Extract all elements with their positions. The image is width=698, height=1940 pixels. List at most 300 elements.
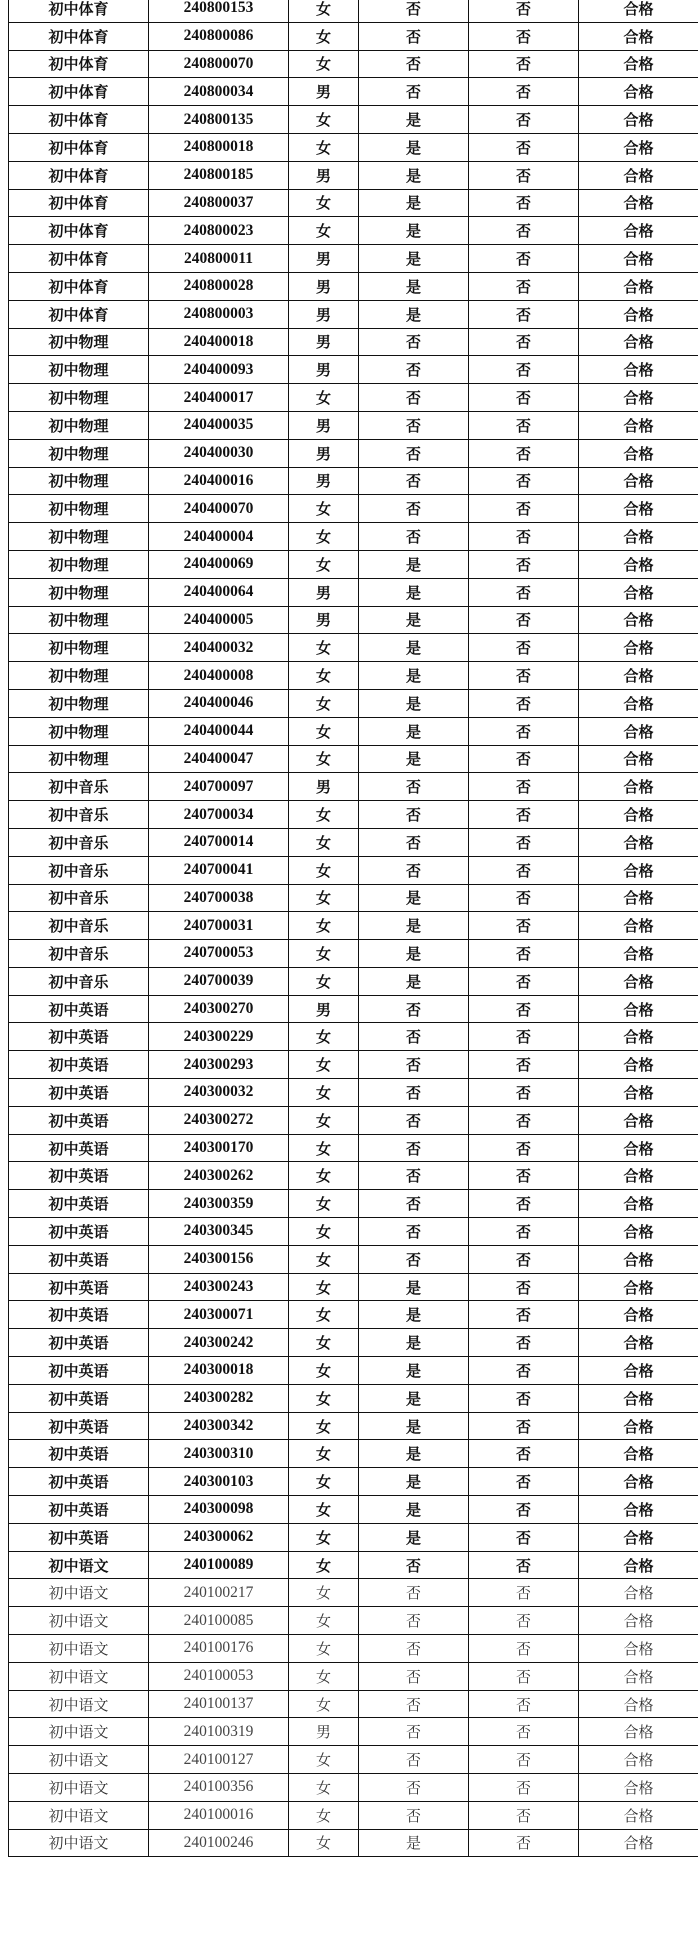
result-cell: 合格: [579, 1245, 698, 1273]
table-row: [9, 523, 698, 551]
candidate-id-cell: 240300310: [149, 1440, 289, 1468]
subject-cell: 初中物理: [9, 356, 149, 384]
flag-a-cell: 否: [359, 1190, 469, 1218]
subject-cell: 初中物理: [9, 578, 149, 606]
result-cell: 合格: [579, 495, 698, 523]
gender-cell: 女: [289, 940, 359, 968]
flag-b-cell: 否: [469, 189, 579, 217]
subject-cell: 初中语文: [9, 1607, 149, 1635]
flag-a-cell: 否: [359, 356, 469, 384]
table-row: [9, 1440, 698, 1468]
table-row: [9, 495, 698, 523]
table-row: [9, 912, 698, 940]
flag-b-cell: 否: [469, 328, 579, 356]
result-cell: 合格: [579, 1662, 698, 1690]
gender-cell: 男: [289, 356, 359, 384]
result-cell: 合格: [579, 1134, 698, 1162]
candidate-id-cell: 240400005: [149, 606, 289, 634]
subject-cell: 初中物理: [9, 328, 149, 356]
table-row: [9, 1329, 698, 1357]
candidate-id-cell: 240100246: [149, 1829, 289, 1857]
subject-cell: 初中语文: [9, 1746, 149, 1774]
result-cell: 合格: [579, 1690, 698, 1718]
gender-cell: 女: [289, 1162, 359, 1190]
result-cell: 合格: [579, 1357, 698, 1385]
gender-cell: 女: [289, 884, 359, 912]
candidate-id-cell: 240800034: [149, 78, 289, 106]
subject-cell: 初中体育: [9, 22, 149, 50]
subject-cell: 初中英语: [9, 1023, 149, 1051]
flag-a-cell: 是: [359, 940, 469, 968]
gender-cell: 女: [289, 689, 359, 717]
subject-cell: 初中音乐: [9, 967, 149, 995]
candidate-id-cell: 240400004: [149, 523, 289, 551]
gender-cell: 男: [289, 300, 359, 328]
flag-b-cell: 否: [469, 439, 579, 467]
subject-cell: 初中语文: [9, 1829, 149, 1857]
subject-cell: 初中英语: [9, 1329, 149, 1357]
result-cell: 合格: [579, 1829, 698, 1857]
candidate-id-cell: 240400070: [149, 495, 289, 523]
flag-a-cell: 否: [359, 22, 469, 50]
gender-cell: 男: [289, 578, 359, 606]
result-cell: 合格: [579, 912, 698, 940]
subject-cell: 初中物理: [9, 745, 149, 773]
flag-a-cell: 是: [359, 662, 469, 690]
candidate-id-cell: 240100127: [149, 1746, 289, 1774]
table-row: [9, 1245, 698, 1273]
subject-cell: 初中物理: [9, 467, 149, 495]
gender-cell: 女: [289, 856, 359, 884]
gender-cell: 女: [289, 1662, 359, 1690]
gender-cell: 女: [289, 1273, 359, 1301]
result-cell: 合格: [579, 1190, 698, 1218]
flag-a-cell: 是: [359, 272, 469, 300]
result-cell: 合格: [579, 1384, 698, 1412]
candidate-id-cell: 240300103: [149, 1468, 289, 1496]
subject-cell: 初中物理: [9, 662, 149, 690]
subject-cell: 初中语文: [9, 1579, 149, 1607]
candidate-id-cell: 240300242: [149, 1329, 289, 1357]
table-row: [9, 995, 698, 1023]
flag-a-cell: 是: [359, 717, 469, 745]
gender-cell: 女: [289, 1496, 359, 1524]
flag-a-cell: 否: [359, 1579, 469, 1607]
gender-cell: 女: [289, 1384, 359, 1412]
table-row: [9, 411, 698, 439]
gender-cell: 女: [289, 1106, 359, 1134]
candidate-id-cell: 240800086: [149, 22, 289, 50]
subject-cell: 初中体育: [9, 78, 149, 106]
table-row: [9, 884, 698, 912]
result-cell: 合格: [579, 1023, 698, 1051]
table-row: [9, 967, 698, 995]
flag-b-cell: 否: [469, 1774, 579, 1802]
candidate-id-cell: 240400064: [149, 578, 289, 606]
flag-b-cell: 否: [469, 1301, 579, 1329]
flag-a-cell: 否: [359, 1245, 469, 1273]
subject-cell: 初中英语: [9, 1496, 149, 1524]
candidate-id-cell: 240300071: [149, 1301, 289, 1329]
subject-cell: 初中语文: [9, 1690, 149, 1718]
subject-cell: 初中物理: [9, 689, 149, 717]
result-cell: 合格: [579, 161, 698, 189]
result-cell: 合格: [579, 801, 698, 829]
gender-cell: 女: [289, 828, 359, 856]
flag-b-cell: 否: [469, 1718, 579, 1746]
table-row: [9, 1801, 698, 1829]
gender-cell: 女: [289, 1829, 359, 1857]
flag-b-cell: 否: [469, 1523, 579, 1551]
subject-cell: 初中物理: [9, 384, 149, 412]
subject-cell: 初中英语: [9, 1190, 149, 1218]
flag-b-cell: 否: [469, 884, 579, 912]
gender-cell: 女: [289, 1468, 359, 1496]
candidate-id-cell: 240100089: [149, 1551, 289, 1579]
subject-cell: 初中体育: [9, 217, 149, 245]
gender-cell: 女: [289, 912, 359, 940]
subject-cell: 初中物理: [9, 717, 149, 745]
table-row: [9, 1551, 698, 1579]
candidate-id-cell: 240100356: [149, 1774, 289, 1802]
flag-b-cell: 否: [469, 1496, 579, 1524]
subject-cell: 初中英语: [9, 1301, 149, 1329]
table-row: [9, 217, 698, 245]
gender-cell: 女: [289, 1440, 359, 1468]
subject-cell: 初中体育: [9, 106, 149, 134]
candidate-id-cell: 240300342: [149, 1412, 289, 1440]
candidate-id-cell: 240100085: [149, 1607, 289, 1635]
subject-cell: 初中英语: [9, 1079, 149, 1107]
gender-cell: 女: [289, 22, 359, 50]
result-cell: 合格: [579, 1329, 698, 1357]
table-row: [9, 634, 698, 662]
flag-b-cell: 否: [469, 1746, 579, 1774]
table-row: [9, 1468, 698, 1496]
table-row: [9, 1162, 698, 1190]
flag-a-cell: 是: [359, 550, 469, 578]
flag-a-cell: 否: [359, 328, 469, 356]
subject-cell: 初中英语: [9, 1523, 149, 1551]
candidate-id-cell: 240400047: [149, 745, 289, 773]
table-row: [9, 1829, 698, 1857]
flag-b-cell: 否: [469, 50, 579, 78]
result-cell: 合格: [579, 78, 698, 106]
table-row: [9, 1579, 698, 1607]
flag-b-cell: 否: [469, 217, 579, 245]
candidate-id-cell: 240300098: [149, 1496, 289, 1524]
table-row: [9, 1384, 698, 1412]
result-cell: 合格: [579, 439, 698, 467]
flag-b-cell: 否: [469, 1051, 579, 1079]
table-row: [9, 773, 698, 801]
gender-cell: 女: [289, 1635, 359, 1663]
table-row: [9, 106, 698, 134]
flag-a-cell: 是: [359, 1412, 469, 1440]
table-row: [9, 1079, 698, 1107]
flag-a-cell: 是: [359, 106, 469, 134]
gender-cell: 女: [289, 106, 359, 134]
flag-a-cell: 否: [359, 78, 469, 106]
table-row: [9, 467, 698, 495]
flag-a-cell: 否: [359, 467, 469, 495]
gender-cell: 女: [289, 1551, 359, 1579]
result-cell: 合格: [579, 384, 698, 412]
flag-a-cell: 否: [359, 1106, 469, 1134]
flag-b-cell: 否: [469, 1690, 579, 1718]
flag-a-cell: 否: [359, 1023, 469, 1051]
candidate-id-cell: 240300272: [149, 1106, 289, 1134]
candidate-id-cell: 240300282: [149, 1384, 289, 1412]
table-row: [9, 300, 698, 328]
table-row: [9, 189, 698, 217]
result-cell: 合格: [579, 328, 698, 356]
flag-b-cell: 否: [469, 689, 579, 717]
flag-b-cell: 否: [469, 717, 579, 745]
flag-a-cell: 是: [359, 884, 469, 912]
flag-b-cell: 否: [469, 523, 579, 551]
table-row: [9, 1023, 698, 1051]
candidate-id-cell: 240300229: [149, 1023, 289, 1051]
result-cell: 合格: [579, 1746, 698, 1774]
flag-a-cell: 是: [359, 1829, 469, 1857]
result-cell: 合格: [579, 1468, 698, 1496]
subject-cell: 初中体育: [9, 133, 149, 161]
candidate-id-cell: 240800023: [149, 217, 289, 245]
flag-a-cell: 否: [359, 411, 469, 439]
flag-b-cell: 否: [469, 1190, 579, 1218]
flag-a-cell: 是: [359, 217, 469, 245]
flag-b-cell: 否: [469, 1218, 579, 1246]
result-cell: 合格: [579, 133, 698, 161]
subject-cell: 初中英语: [9, 1357, 149, 1385]
subject-cell: 初中语文: [9, 1801, 149, 1829]
candidate-id-cell: 240400035: [149, 411, 289, 439]
flag-a-cell: 否: [359, 1607, 469, 1635]
flag-a-cell: 是: [359, 189, 469, 217]
result-cell: 合格: [579, 884, 698, 912]
result-cell: 合格: [579, 0, 698, 22]
candidate-id-cell: 240700034: [149, 801, 289, 829]
result-cell: 合格: [579, 940, 698, 968]
gender-cell: 女: [289, 550, 359, 578]
gender-cell: 女: [289, 1329, 359, 1357]
candidate-id-cell: 240700053: [149, 940, 289, 968]
flag-b-cell: 否: [469, 1829, 579, 1857]
flag-b-cell: 否: [469, 495, 579, 523]
flag-b-cell: 否: [469, 940, 579, 968]
candidate-id-cell: 240800003: [149, 300, 289, 328]
result-cell: 合格: [579, 50, 698, 78]
table-row: [9, 1496, 698, 1524]
candidate-id-cell: 240300359: [149, 1190, 289, 1218]
candidate-id-cell: 240800018: [149, 133, 289, 161]
flag-b-cell: 否: [469, 801, 579, 829]
gender-cell: 女: [289, 1746, 359, 1774]
result-cell: 合格: [579, 272, 698, 300]
flag-b-cell: 否: [469, 578, 579, 606]
result-cell: 合格: [579, 606, 698, 634]
flag-a-cell: 否: [359, 523, 469, 551]
flag-a-cell: 是: [359, 1523, 469, 1551]
subject-cell: 初中音乐: [9, 856, 149, 884]
table-row: [9, 717, 698, 745]
table-row: [9, 1357, 698, 1385]
candidate-id-cell: 240700097: [149, 773, 289, 801]
table-row: [9, 384, 698, 412]
subject-cell: 初中体育: [9, 50, 149, 78]
flag-a-cell: 否: [359, 1662, 469, 1690]
flag-b-cell: 否: [469, 967, 579, 995]
flag-b-cell: 否: [469, 995, 579, 1023]
flag-b-cell: 否: [469, 356, 579, 384]
gender-cell: 女: [289, 1523, 359, 1551]
flag-a-cell: 是: [359, 1440, 469, 1468]
flag-b-cell: 否: [469, 634, 579, 662]
subject-cell: 初中体育: [9, 0, 149, 22]
flag-a-cell: 否: [359, 1218, 469, 1246]
gender-cell: 女: [289, 495, 359, 523]
result-cell: 合格: [579, 1079, 698, 1107]
gender-cell: 男: [289, 161, 359, 189]
result-cell: 合格: [579, 189, 698, 217]
gender-cell: 女: [289, 1690, 359, 1718]
subject-cell: 初中英语: [9, 1384, 149, 1412]
flag-b-cell: 否: [469, 606, 579, 634]
table-row: [9, 745, 698, 773]
flag-b-cell: 否: [469, 550, 579, 578]
flag-a-cell: 是: [359, 1384, 469, 1412]
table-row: [9, 1301, 698, 1329]
candidate-id-cell: 240400017: [149, 384, 289, 412]
gender-cell: 女: [289, 1079, 359, 1107]
candidate-id-cell: 240300345: [149, 1218, 289, 1246]
candidate-id-cell: 240700038: [149, 884, 289, 912]
flag-a-cell: 是: [359, 745, 469, 773]
flag-b-cell: 否: [469, 828, 579, 856]
table-row: [9, 133, 698, 161]
flag-a-cell: 否: [359, 773, 469, 801]
result-cell: 合格: [579, 245, 698, 273]
gender-cell: 女: [289, 1357, 359, 1385]
subject-cell: 初中音乐: [9, 828, 149, 856]
subject-cell: 初中英语: [9, 1106, 149, 1134]
table-row: [9, 1635, 698, 1663]
table-row: [9, 328, 698, 356]
subject-cell: 初中语文: [9, 1774, 149, 1802]
result-cell: 合格: [579, 1635, 698, 1663]
flag-a-cell: 否: [359, 384, 469, 412]
gender-cell: 女: [289, 1218, 359, 1246]
gender-cell: 男: [289, 411, 359, 439]
flag-a-cell: 否: [359, 1801, 469, 1829]
flag-b-cell: 否: [469, 856, 579, 884]
flag-a-cell: 是: [359, 133, 469, 161]
subject-cell: 初中英语: [9, 1468, 149, 1496]
gender-cell: 男: [289, 78, 359, 106]
flag-a-cell: 否: [359, 856, 469, 884]
flag-b-cell: 否: [469, 1245, 579, 1273]
flag-a-cell: 是: [359, 689, 469, 717]
flag-b-cell: 否: [469, 133, 579, 161]
flag-a-cell: 否: [359, 828, 469, 856]
flag-b-cell: 否: [469, 1412, 579, 1440]
result-cell: 合格: [579, 1162, 698, 1190]
flag-b-cell: 否: [469, 773, 579, 801]
gender-cell: 男: [289, 467, 359, 495]
result-cell: 合格: [579, 1607, 698, 1635]
gender-cell: 女: [289, 1579, 359, 1607]
candidate-id-cell: 240100137: [149, 1690, 289, 1718]
flag-a-cell: 否: [359, 50, 469, 78]
gender-cell: 女: [289, 1245, 359, 1273]
gender-cell: 男: [289, 439, 359, 467]
candidate-id-cell: 240400046: [149, 689, 289, 717]
table-row: [9, 1412, 698, 1440]
flag-a-cell: 是: [359, 1329, 469, 1357]
candidate-id-cell: 240800153: [149, 0, 289, 22]
candidate-id-cell: 240300156: [149, 1245, 289, 1273]
subject-cell: 初中英语: [9, 1440, 149, 1468]
flag-a-cell: 否: [359, 1690, 469, 1718]
flag-a-cell: 是: [359, 912, 469, 940]
candidate-id-cell: 240300262: [149, 1162, 289, 1190]
table-row: [9, 578, 698, 606]
table-row: [9, 828, 698, 856]
result-cell: 合格: [579, 467, 698, 495]
result-cell: 合格: [579, 300, 698, 328]
table-row: [9, 1607, 698, 1635]
candidate-id-cell: 240800028: [149, 272, 289, 300]
result-cell: 合格: [579, 22, 698, 50]
candidate-id-cell: 240800135: [149, 106, 289, 134]
table-body: [9, 0, 698, 1857]
subject-cell: 初中物理: [9, 634, 149, 662]
gender-cell: 女: [289, 523, 359, 551]
result-cell: 合格: [579, 745, 698, 773]
table-row: [9, 78, 698, 106]
gender-cell: 女: [289, 1134, 359, 1162]
flag-b-cell: 否: [469, 1579, 579, 1607]
candidate-id-cell: 240100176: [149, 1635, 289, 1663]
candidate-id-cell: 240800070: [149, 50, 289, 78]
candidate-id-cell: 240100016: [149, 1801, 289, 1829]
table-row: [9, 1718, 698, 1746]
subject-cell: 初中音乐: [9, 801, 149, 829]
subject-cell: 初中物理: [9, 523, 149, 551]
flag-a-cell: 否: [359, 1746, 469, 1774]
flag-a-cell: 是: [359, 1468, 469, 1496]
result-cell: 合格: [579, 828, 698, 856]
flag-a-cell: 否: [359, 439, 469, 467]
gender-cell: 女: [289, 1412, 359, 1440]
gender-cell: 男: [289, 1718, 359, 1746]
result-cell: 合格: [579, 411, 698, 439]
result-cell: 合格: [579, 356, 698, 384]
result-cell: 合格: [579, 1579, 698, 1607]
flag-b-cell: 否: [469, 272, 579, 300]
gender-cell: 女: [289, 0, 359, 22]
flag-a-cell: 是: [359, 578, 469, 606]
flag-b-cell: 否: [469, 106, 579, 134]
subject-cell: 初中英语: [9, 1134, 149, 1162]
result-cell: 合格: [579, 1718, 698, 1746]
result-cell: 合格: [579, 106, 698, 134]
table-row: [9, 1218, 698, 1246]
candidate-id-cell: 240800037: [149, 189, 289, 217]
subject-cell: 初中英语: [9, 995, 149, 1023]
subject-cell: 初中体育: [9, 245, 149, 273]
